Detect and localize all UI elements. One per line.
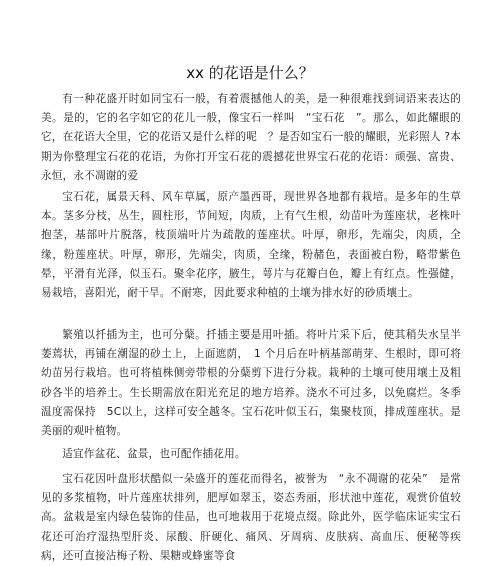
paragraph-propagation: 繁殖以扦插为主，也可分蘖。扦插主要是用叶插。将叶片采下后，使其稍失水呈半萎蔫状，再铺在潮湿的砂土上，上面遮荫， 1 个月后在叶柄基部萌芽、生根时，即可将幼苗另行栽培。也可将植株侧旁带根的分蘖剪下进行分栽。栽种的土壤可使用壤土及粗砂各半的培养土。生长期需放在阳光充足的地方培养。浇水不可过多，以免腐烂。冬季温度需保持 5C以上，这样可安全越冬。宝石花叶似玉石，集聚枝顶，排成莲座状。是美丽的观叶植物。 — [41, 329, 461, 438]
document-title: xx 的花语是什么？ — [186, 64, 314, 82]
paragraph-description: 宝石花，属景天科、风车草属，原产墨西哥，现世界各地都有栽培。是多年的生草本。茎多分枝，丛生，圆柱形，节间短，肉质，上有气生根，幼苗叶为莲座状，老株叶抱茎，基部叶片脱落，枝顶端叶片为疏散的莲座状。叶厚，卵形，先端尖，肉质，全缘，粉莲座状。叶厚，卵形，先端尖，肉质，全缘，粉赭色，表面被白粉，略带紫色晕，平滑有光泽，似玉石。聚伞花序，腋生，萼片与花瓣白色，瓣上有红点。性强健，易栽培，喜阳光，耐干旱。不耐寒，因此要求种植的土壤为排水好的砂质壤土。 — [41, 191, 461, 300]
paragraph-meaning: 宝石花因叶盘形状酷似一朵盛开的莲花而得名，被誉为 “永不凋谢的花朵” 是常见的多浆植物，叶片莲座状排列，肥厚如翠玉，姿态秀丽，形状池中莲花，观赏价值较高。盆栽是室内绿色装饰的佳品，也可地栽用于花境点缀。除此外，医学临床证实宝石花还可治疗湿热型肝炎、尿酸、肝硬化、痛风、牙周病、皮肤病、高血压、便秘等疾病，还可直接沾梅子粉、果糖或蜂蜜等食 — [41, 473, 461, 562]
paragraph-intro: 有一种花盛开时如同宝石一般，有着震撼他人的美，是一种很难找到词语来表达的美。是的，它的名字如它的花儿一般，像宝石一样叫 “宝石花 ”。那么，如此耀眼的它，在花语大全里，它的花语又是什么样的呢 ？是否如宝石一般的耀眼，光彩照人 ?本期为你整理宝石花的花语，为你打开宝石花的震撼花世界宝石花的花语：顽强、富贵、永恒，永不凋谢的爱 — [41, 93, 461, 182]
paragraph-usage: 适宜作盆花、盆景，也可配作插花用。 — [62, 448, 246, 460]
